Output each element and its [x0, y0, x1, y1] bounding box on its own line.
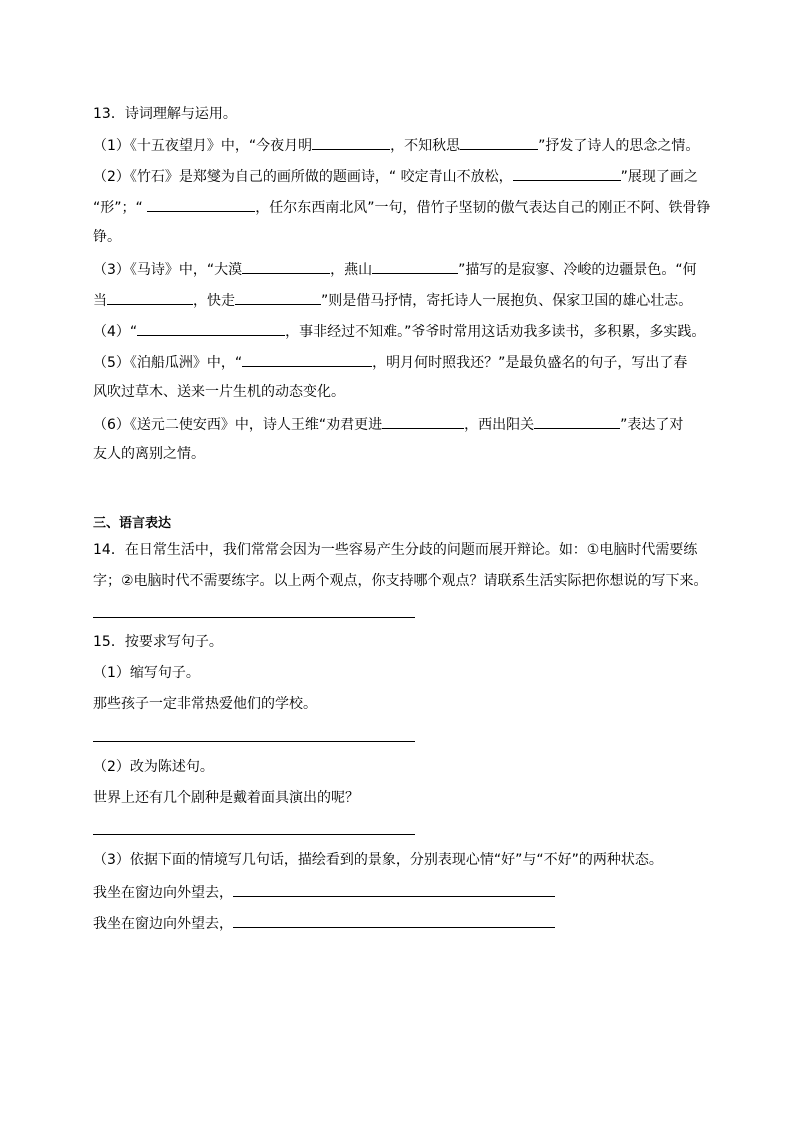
text: 我坐在窗边向外望去， — [93, 916, 233, 932]
text: ，西出阳关 — [464, 417, 535, 433]
answer-blank[interactable] — [233, 881, 555, 897]
q15-part3-row2 — [93, 912, 555, 934]
q14-line1: 14．在日常生活中，我们常常会因为一些容易产生分歧的问题而展开辩论。如：①电脑时代需要练 — [93, 542, 698, 558]
answer-blank[interactable] — [513, 165, 621, 181]
text: 我坐在窗边向外望去， — [93, 885, 233, 901]
answer-blank[interactable] — [137, 320, 285, 336]
section-title: 三、语言表达 — [93, 516, 172, 531]
q13-item-6-line1 — [93, 413, 683, 435]
q13-item-4 — [93, 320, 705, 342]
text: （1）《十五夜望月》中，“今夜月明 — [93, 138, 313, 154]
q13-item-5-line2: 风吹过草木、送来一片生机的动态变化。 — [93, 384, 345, 400]
answer-blank[interactable] — [382, 413, 464, 429]
q13-item-2-line2 — [93, 196, 710, 218]
q13-item-5-line1 — [93, 351, 687, 373]
text: “形”；“ — [93, 200, 148, 216]
text: ，快走 — [193, 293, 235, 309]
answer-blank[interactable] — [107, 289, 193, 305]
q14-answer-line[interactable] — [93, 617, 415, 618]
answer-blank[interactable] — [235, 289, 321, 305]
answer-blank[interactable] — [460, 134, 538, 150]
q15-part2-answer-line[interactable] — [93, 834, 415, 835]
text: ”展现了画之 — [620, 169, 698, 185]
q13-item-1 — [93, 134, 699, 156]
text: ，事非经过不知难。”爷爷时常用这话劝我多读书，多积累，多实践。 — [285, 324, 706, 340]
answer-blank[interactable] — [147, 196, 255, 212]
q15-part1-answer-line[interactable] — [93, 741, 415, 742]
text: ，燕山 — [330, 262, 373, 278]
answer-blank[interactable] — [242, 258, 330, 274]
q15-part1-sentence: 那些孩子一定非常热爱他们的学校。 — [93, 696, 317, 712]
q13-item-3-line1 — [93, 258, 697, 280]
text: 当 — [93, 293, 107, 309]
answer-blank[interactable] — [312, 134, 390, 150]
text: （3）《马诗》中，“大漠 — [93, 262, 243, 278]
q15-part3-row1 — [93, 881, 555, 903]
q13-item-2-line3: 铮。 — [93, 229, 121, 245]
text: ”则是借马抒情，寄托诗人一展抱负、保家卫国的雄心壮志。 — [321, 293, 693, 309]
text: ”抒发了诗人的思念之情。 — [538, 138, 700, 154]
q15-part1-label: （1）缩写句子。 — [93, 665, 200, 681]
answer-blank[interactable] — [534, 413, 620, 429]
text: （6）《送元二使安西》中，诗人王维“劝君更进 — [93, 417, 383, 433]
text: （5）《泊船瓜洲》中，“ — [93, 355, 243, 371]
q15-part2-label: （2）改为陈述句。 — [93, 759, 214, 775]
q13-item-2-line1 — [93, 165, 698, 187]
text: ，不知秋思 — [390, 138, 461, 154]
q15-part2-sentence: 世界上还有几个剧种是戴着面具演出的呢？ — [93, 790, 359, 806]
text: ，任尔东西南北风”一句，借竹子坚韧的傲气表达自己的刚正不阿、铁骨铮 — [255, 200, 711, 216]
q14-line2: 字；②电脑时代不需要练字。以上两个观点，你支持哪个观点？请联系生活实际把你想说的写下来。 — [93, 573, 708, 589]
q13-item-3-line2 — [93, 289, 692, 311]
answer-blank[interactable] — [372, 258, 458, 274]
answer-blank[interactable] — [242, 351, 372, 367]
text: （2）《竹石》是郑燮为自己的画所做的题画诗，“ 咬定青山不放松， — [93, 169, 513, 185]
q15-title: 15．按要求写句子。 — [93, 634, 223, 650]
answer-blank[interactable] — [233, 912, 555, 928]
text: （4）“ — [93, 324, 138, 340]
q13-item-6-line2: 友人的离别之情。 — [93, 446, 205, 462]
text: ，明月何时照我还？”是最负盛名的句子，写出了春 — [372, 355, 688, 371]
q13-title: 13．诗词理解与运用。 — [93, 106, 237, 122]
q15-part3-label: （3）依据下面的情境写几句话，描绘看到的景象，分别表现心情“好”与“不好”的两种状态。 — [93, 852, 663, 868]
text: ”描写的是寂寥、冷峻的边疆景色。“何 — [458, 262, 697, 278]
text: ”表达了对 — [620, 417, 684, 433]
